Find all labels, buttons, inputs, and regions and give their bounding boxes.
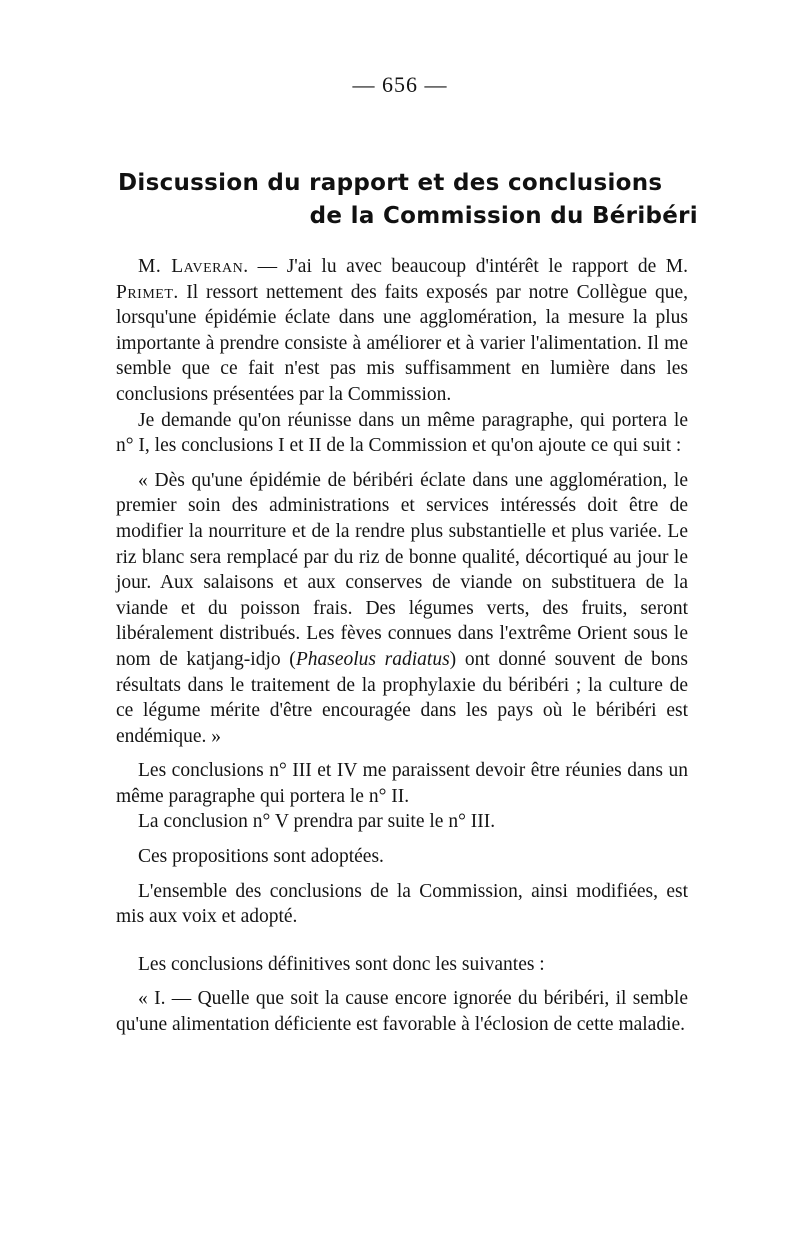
paragraph-text: . — J'ai lu avec beaucoup d'intérêt le rapport de M. xyxy=(243,256,688,277)
page-number: — 656 — xyxy=(352,72,448,97)
speaker-name: M. Laveran xyxy=(138,256,244,277)
body-text xyxy=(116,254,688,1038)
section-title-line-2: de la Commission du Béribéri xyxy=(309,203,698,229)
species-name: Phaseolus radiatus xyxy=(295,648,450,670)
paragraph-laveran xyxy=(116,254,688,408)
paragraph-adopted: Ces propositions sont adoptées. xyxy=(138,846,384,868)
section-title-line-1: Discussion du rapport et des conclusions xyxy=(118,170,663,196)
paragraph-request: Je demande qu'on réunisse dans un même paragraphe, qui portera le n° I, les conclusions I et II de la Commission et qu'on ajoute ce qui suit : xyxy=(116,409,688,457)
paragraph-conclusion-renumber: La conclusion n° V prendra par suite le n° III. xyxy=(138,811,496,833)
paragraph-quote xyxy=(116,468,688,750)
paragraph-text: . Il ressort nettement des faits exposés par notre Collègue que, lorsqu'une épidémie éclate dans une agglomération, la mesure la plus importante à prendre consiste à améliorer et à varier l'alimentation. Il me semble que ce fait n'est pas mis suffisamment en lumière dans les conclusions présentées par la Commission. xyxy=(116,281,688,405)
paragraph-final-intro: Les conclusions définitives sont donc les suivantes : xyxy=(138,953,545,975)
quote-text: ) ont donné souvent de bons résultats dans le traitement de la prophylaxie du béribéri ; la culture de ce légume mérite d'être encouragée dans les pays où le béribéri est endémique. » xyxy=(116,648,688,747)
referenced-name: Primet xyxy=(116,281,174,303)
paragraph-vote: L'ensemble des conclusions de la Commission, ainsi modifiées, est mis aux voix et adopté. xyxy=(116,880,688,928)
quote-text: « Dès qu'une épidémie de béribéri éclate dans une agglomération, le premier soin des administrations et services intéressés doit être de modifier la nourriture et de la rendre plus substantielle et plus variée. Le riz blanc sera remplacé par du riz de bonne qualité, décortiqué au jour le jour. Aux salaisons et aux conserves de viande on substituera de la viande et du poisson frais. Des légumes verts, des fruits, seront libéralement distribués. Les fèves connues dans l'extrême Orient sous le nom de katjang-idjo ( xyxy=(116,469,688,670)
paragraph-conclusions-merge: Les conclusions n° III et IV me paraissent devoir être réunies dans un même paragraphe qui portera le n° II. xyxy=(116,760,688,807)
paragraph-conclusion-one: « I. — Quelle que soit la cause encore ignorée du béribéri, il semble qu'une alimentation déficiente est favorable à l'éclosion de cette maladie. xyxy=(116,988,688,1036)
